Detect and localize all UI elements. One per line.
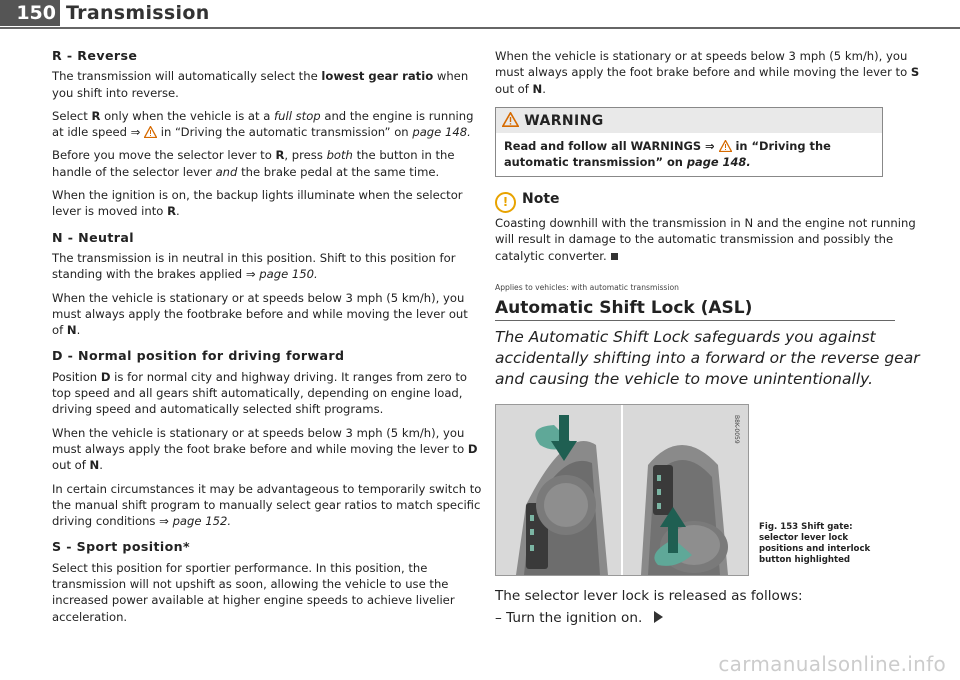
left-column	[52, 48, 482, 632]
note-header: ! Note	[495, 191, 925, 213]
page-number: 150	[0, 0, 60, 26]
figure-code: B8K-0059	[733, 414, 740, 444]
warning-triangle-icon	[719, 140, 732, 152]
reverse-paragraph-4: When the ignition is on, the backup lights illuminate when the selector lever is moved into R.	[52, 188, 463, 219]
drive-paragraph-2: When the vehicle is stationary or at speeds below 3 mph (5 km/h), you must always apply the foot brake before and while moving the lever to D out of N.	[52, 425, 478, 473]
warning-triangle-icon	[502, 112, 519, 127]
continue-arrow-icon	[654, 611, 663, 623]
drive-paragraph-3: In certain circumstances it may be advantageous to temporarily switch to the manual shift program to manually select gear ratios to match specific driving conditions ⇒ page 152.	[52, 481, 482, 529]
applies-to: Applies to vehicles: with automatic transmission	[495, 283, 679, 293]
page-link[interactable]: page 148.	[412, 125, 471, 140]
warning-header	[496, 108, 882, 133]
page-link[interactable]: page 152.	[172, 514, 232, 529]
note-text: Coasting downhill with the transmission in N and the engine not running will result in damage to the automatic transmission and possibly the catalytic converter.	[495, 216, 916, 263]
right-column	[495, 48, 925, 630]
neutral-paragraph-2: When the vehicle is stationary or at speeds below 3 mph (5 km/h), you must always apply the footbrake before and while moving the lever out of N.	[52, 290, 468, 338]
chapter-title: Transmission	[66, 2, 210, 24]
shift-gate-figure	[495, 404, 749, 576]
drive-paragraph-1: Position D is for normal city and highway driving. It ranges from zero to top speed and all gears shift automatically, depending on engine load, driving speed and automatically selected shift programs.	[52, 369, 468, 417]
shift-gate-illustration	[496, 405, 748, 575]
header-rule	[0, 27, 960, 29]
warning-title: WARNING	[524, 112, 604, 129]
watermark: carmanualsonline.info	[718, 652, 946, 676]
bullet-item: – Turn the ignition on.	[495, 610, 925, 626]
end-mark-icon	[611, 253, 618, 260]
reverse-paragraph-3: Before you move the selector lever to R, press both the button in the handle of the selector lever and the brake pedal at the same time.	[52, 148, 455, 179]
sport-paragraph-2: When the vehicle is stationary or at speeds below 3 mph (5 km/h), you must always apply the foot brake before and while moving the lever to S out of N.	[495, 49, 920, 96]
section-intro: The Automatic Shift Lock safeguards you against accidentally shifting into a forward or the reverse gear and causing the vehicle to move unintentionally.	[495, 327, 920, 388]
reverse-heading: R - Reverse	[52, 48, 138, 63]
page-link[interactable]: page 150.	[259, 267, 318, 282]
sport-heading: S - Sport position*	[52, 539, 191, 555]
figure-row	[495, 404, 925, 576]
warning-text: Read and follow all WARNINGS ⇒ in “Driving the automatic transmission” on page 148.	[504, 139, 831, 169]
warning-box	[495, 107, 883, 177]
neutral-heading: N - Neutral	[52, 229, 135, 245]
figure-caption: Fig. 153 Shift gate: selector lever lock positions and interlock button highlighted	[759, 521, 871, 565]
neutral-paragraph-1: The transmission is in neutral in this position. Shift to this position for standing with the brakes applied ⇒ page 150.	[52, 250, 456, 282]
warning-triangle-icon	[144, 126, 157, 138]
reverse-paragraph-2: Select R only when the vehicle is at a full stop and the engine is running at idle speed ⇒ in “Driving the automatic transmission” on page 148.	[52, 108, 474, 140]
drive-heading: D - Normal position for driving forward	[52, 348, 345, 364]
section-title: Automatic Shift Lock (ASL)	[495, 300, 895, 320]
release-text: The selector lever lock is released as follows:	[495, 587, 803, 604]
reverse-paragraph-1: The transmission will automatically select the lowest gear ratio when you shift into reverse.	[52, 69, 469, 100]
note-icon: !	[495, 192, 516, 213]
page-link[interactable]: page 148.	[686, 154, 751, 169]
sport-paragraph-1: Select this position for sportier performance. In this position, the transmission will not upshift as soon, allowing the vehicle to use the increased power available at higher engine speeds to achieve livelier acceleration.	[52, 560, 455, 624]
